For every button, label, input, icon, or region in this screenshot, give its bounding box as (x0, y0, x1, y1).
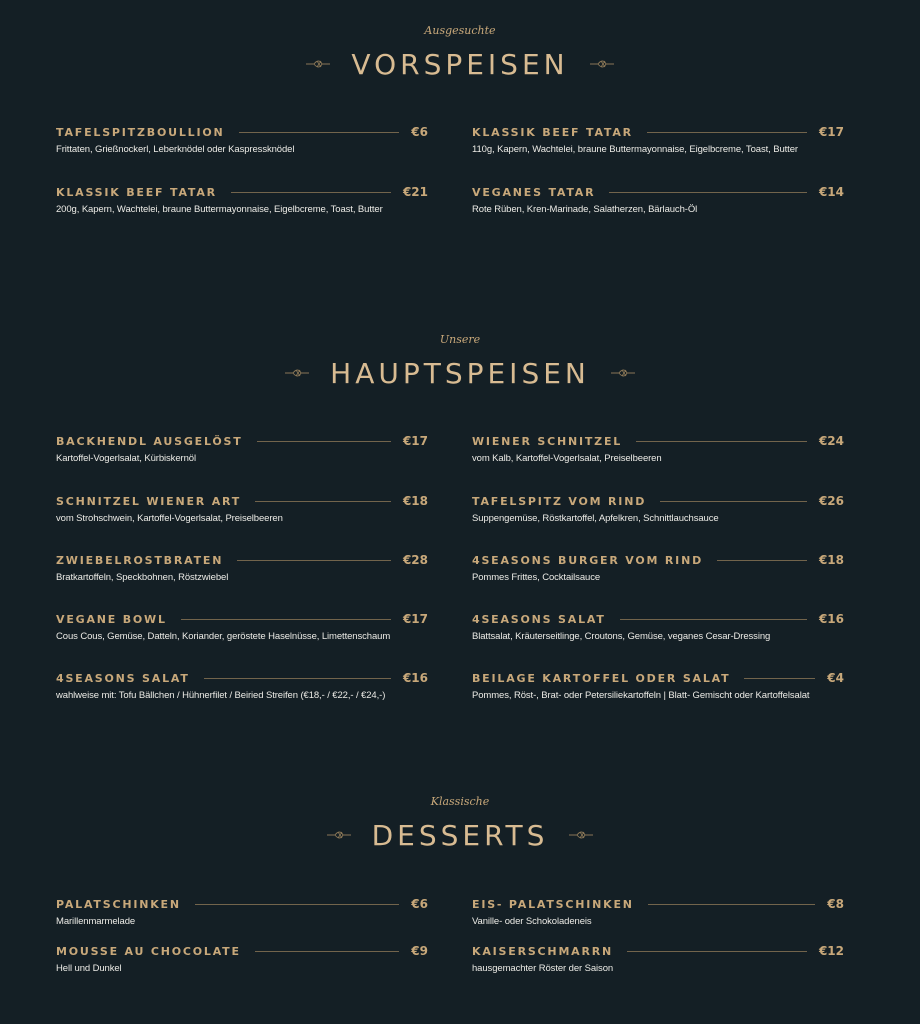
item-price: €8 (827, 897, 844, 911)
item-name: TAFELSPITZBOULLION (56, 125, 225, 139)
item-divider (609, 192, 807, 193)
item-description: 200g, Kapern, Wachtelei, braune Buttermayonnaise, Eigelbcreme, Toast, Butter (56, 204, 383, 215)
ornament-right-icon (610, 368, 636, 378)
section-title-row (0, 44, 920, 84)
item-description: Marillenmarmelade (56, 916, 136, 927)
item-name: 4SEASONS BURGER VOM RIND (472, 553, 704, 567)
section-kicker: Ausgesuchte (424, 24, 496, 37)
menu-item (56, 433, 428, 464)
item-name: KLASSIK BEEF TATAR (472, 125, 633, 139)
item-price: €24 (818, 434, 844, 448)
section-kicker: Unsere (439, 333, 481, 346)
menu-item (56, 611, 428, 642)
item-name: PALATSCHINKEN (56, 897, 181, 911)
menu-item (56, 943, 428, 974)
ornament-left-icon (305, 59, 331, 69)
section-vorspeisen (0, 24, 920, 215)
menu-item (56, 670, 428, 701)
menu-item (56, 124, 428, 155)
menu-item (472, 493, 844, 524)
menu-item (472, 184, 844, 215)
ornament-left-icon (326, 830, 352, 840)
item-description: Hell und Dunkel (56, 963, 122, 974)
item-price: €16 (402, 671, 428, 685)
item-name: EIS- PALATSCHINKEN (472, 897, 634, 911)
item-price: €18 (402, 494, 428, 508)
item-name: BACKHENDL AUSGELÖST (56, 434, 243, 448)
menu-item (56, 493, 428, 524)
menu-item (56, 552, 428, 583)
item-divider (620, 619, 807, 620)
item-price: €14 (818, 185, 844, 199)
item-description: Bratkartoffeln, Speckbohnen, Röstzwiebel (56, 572, 229, 583)
item-description: vom Strohschwein, Kartoffel-Vogerlsalat, Preiselbeeren (56, 513, 283, 524)
ornament-right-icon (589, 59, 615, 69)
item-price: €12 (818, 944, 844, 958)
menu-item (56, 896, 428, 927)
item-divider (204, 678, 391, 679)
item-name: KLASSIK BEEF TATAR (56, 185, 217, 199)
section-title-row (0, 815, 920, 855)
item-divider (255, 501, 391, 502)
item-name: ZWIEBELROSTBRATEN (56, 553, 224, 567)
item-price: €18 (818, 553, 844, 567)
menu-item (472, 670, 844, 701)
menu-item (472, 896, 844, 927)
section-title-row (0, 353, 920, 393)
menu-item (472, 433, 844, 464)
item-name: VEGANES TATAR (472, 185, 596, 199)
item-description: 110g, Kapern, Wachtelei, braune Buttermayonnaise, Eigelbcreme, Toast, Butter (472, 144, 798, 155)
item-price: €6 (411, 125, 428, 139)
section-kicker: Klassische (430, 795, 490, 808)
item-description: hausgemachter Röster der Saison (472, 963, 614, 974)
item-description: Pommes Frittes, Cocktailsauce (472, 572, 601, 583)
item-name: 4SEASONS SALAT (56, 671, 190, 685)
item-description: Rote Rüben, Kren-Marinade, Salatherzen, Bärlauch-Öl (472, 204, 698, 215)
item-price: €16 (818, 612, 844, 626)
item-name: SCHNITZEL WIENER ART (56, 494, 242, 508)
section-title: HAUPTSPEISEN (330, 356, 590, 390)
item-name: MOUSSE AU CHOCOLATE (56, 944, 241, 958)
item-divider (237, 560, 391, 561)
item-divider (195, 904, 399, 905)
item-name: BEILAGE KARTOFFEL ODER SALAT (472, 671, 731, 685)
item-divider (717, 560, 807, 561)
item-price: €6 (411, 897, 428, 911)
item-divider (239, 132, 400, 133)
item-description: vom Kalb, Kartoffel-Vogerlsalat, Preiselbeeren (472, 453, 662, 464)
item-price: €17 (402, 612, 428, 626)
item-name: VEGANE BOWL (56, 612, 167, 626)
section-hauptspeisen (0, 333, 920, 701)
ornament-right-icon (568, 830, 594, 840)
item-price: €21 (402, 185, 428, 199)
section-title: VORSPEISEN (351, 47, 569, 81)
item-price: €4 (827, 671, 844, 685)
item-description: Kartoffel-Vogerlsalat, Kürbiskernöl (56, 453, 196, 464)
menu-item (472, 124, 844, 155)
menu-item (472, 611, 844, 642)
item-description: wahlweise mit: Tofu Bällchen / Hühnerfilet / Beiried Streifen (€18,- / €22,- / €24,-) (56, 690, 386, 701)
section-title: DESSERTS (371, 818, 549, 852)
item-description: Cous Cous, Gemüse, Datteln, Koriander, geröstete Haselnüsse, Limettenschaum (56, 631, 391, 642)
item-divider (744, 678, 815, 679)
item-name: KAISERSCHMARRN (472, 944, 614, 958)
menu-item (56, 184, 428, 215)
item-description: Vanille- oder Schokoladeneis (472, 916, 592, 927)
menu-item (472, 552, 844, 583)
item-price: €26 (818, 494, 844, 508)
item-description: Frittaten, Grießnockerl, Leberknödel oder Kaspressknödel (56, 144, 295, 155)
item-divider (181, 619, 391, 620)
item-price: €9 (411, 944, 428, 958)
item-divider (660, 501, 807, 502)
item-description: Blattsalat, Kräuterseitlinge, Croutons, Gemüse, veganes Cesar-Dressing (472, 631, 771, 642)
item-divider (231, 192, 391, 193)
item-divider (647, 132, 807, 133)
menu-item (472, 943, 844, 974)
item-divider (648, 904, 815, 905)
item-price: €28 (402, 553, 428, 567)
item-description: Suppengemüse, Röstkartoffel, Apfelkren, Schnittlauchsauce (472, 513, 719, 524)
item-price: €17 (818, 125, 844, 139)
item-divider (255, 951, 399, 952)
item-divider (627, 951, 807, 952)
item-divider (257, 441, 391, 442)
item-description: Pommes, Röst-, Brat- oder Petersiliekartoffeln | Blatt- Gemischt oder Kartoffelsalat (472, 690, 810, 701)
ornament-left-icon (284, 368, 310, 378)
section-desserts (0, 795, 920, 974)
item-name: 4SEASONS SALAT (472, 612, 606, 626)
item-name: WIENER SCHNITZEL (472, 434, 623, 448)
item-divider (636, 441, 807, 442)
item-price: €17 (402, 434, 428, 448)
item-name: TAFELSPITZ VOM RIND (472, 494, 647, 508)
